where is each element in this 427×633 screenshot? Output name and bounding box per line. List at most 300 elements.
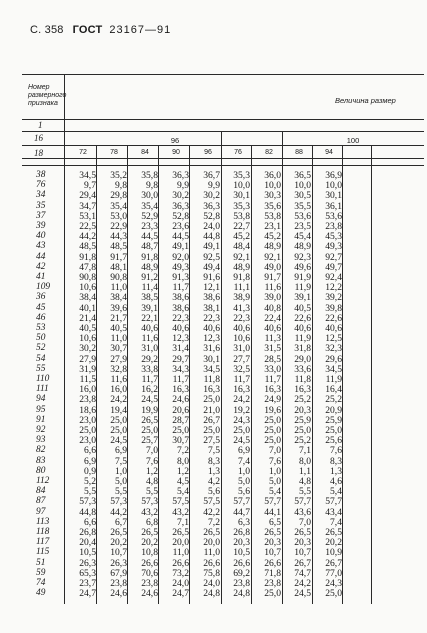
- table-cell: 53,8: [233, 210, 250, 222]
- table-cell: 1,0: [269, 465, 281, 477]
- table-cell: 30,7: [110, 343, 127, 355]
- table-cell: 91,6: [203, 272, 220, 283]
- table-cell: 24,6: [172, 394, 189, 406]
- table-cell: 44,3: [110, 231, 127, 243]
- table-cell: 25,0: [264, 425, 281, 436]
- table-cell: 11,6: [264, 282, 281, 294]
- table-cell: 44,8: [203, 231, 220, 243]
- table-cell: 91,9: [294, 272, 311, 283]
- row-number: 41: [36, 272, 46, 282]
- table-cell: 25,0: [325, 588, 342, 600]
- table-cell: 16,3: [264, 384, 281, 396]
- table-cell: 4,5: [177, 476, 189, 487]
- table-cell: 10,0: [325, 180, 342, 192]
- table-cell: 25,0: [203, 425, 220, 436]
- table-cell: 34,7: [79, 200, 96, 212]
- table-cell: 1,0: [238, 465, 250, 477]
- table-cell: 1,2: [177, 465, 189, 477]
- table-cell: 24,0: [172, 578, 189, 589]
- table-cell: 8,0: [177, 455, 189, 467]
- table-cell: 29,0: [294, 353, 311, 365]
- table-cell: 7,0: [146, 445, 158, 457]
- column-rule: [127, 145, 128, 604]
- table-cell: 34,5: [325, 363, 342, 375]
- table-cell: 38,4: [79, 292, 96, 304]
- table-cell: 38,4: [110, 292, 127, 304]
- table-cell: 45,3: [325, 231, 342, 243]
- table-cell: 5,4: [177, 486, 189, 498]
- table-cell: 43,6: [294, 506, 311, 518]
- table-cell: 67,9: [110, 567, 127, 579]
- table-cell: 16,3: [233, 384, 250, 396]
- column-rule: [96, 145, 97, 604]
- table-cell: 38,6: [203, 292, 220, 304]
- table-cell: 10,0: [294, 180, 311, 192]
- table-cell: 20,3: [294, 404, 311, 416]
- table-cell: 11,6: [141, 333, 158, 345]
- table-cell: 21,0: [203, 404, 220, 416]
- table-cell: 52,8: [172, 210, 189, 222]
- table-cell: 26,5: [110, 527, 127, 538]
- table-cell: 25,0: [141, 425, 158, 436]
- table-cell: 10,0: [233, 180, 250, 192]
- group-header-96: 96: [170, 136, 180, 145]
- table-cell: 25,2: [294, 435, 311, 447]
- table-cell: 57,5: [203, 496, 220, 508]
- table-cell: 44,5: [172, 231, 189, 243]
- table-cell: 31,0: [141, 343, 158, 355]
- column-header: 72: [79, 149, 87, 156]
- table-cell: 5,0: [115, 476, 127, 487]
- table-cell: 40,6: [233, 323, 250, 334]
- row-number: 35: [36, 200, 46, 211]
- table-cell: 31,5: [264, 343, 281, 355]
- table-cell: 5,5: [84, 486, 96, 498]
- corner-label: [28, 84, 66, 108]
- table-cell: 48,1: [110, 261, 127, 273]
- table-cell: 25,2: [294, 394, 311, 406]
- table-cell: 30,5: [294, 190, 311, 202]
- table-cell: 24,2: [294, 578, 311, 589]
- table-cell: 11,5: [79, 374, 96, 385]
- row-number: 83: [36, 455, 46, 466]
- table-cell: 49,3: [172, 261, 189, 273]
- table-cell: 92,3: [294, 251, 311, 263]
- table-cell: 12,5: [325, 333, 342, 345]
- table-cell: 25,0: [110, 414, 127, 426]
- table-cell: 9,7: [84, 180, 96, 192]
- table-cell: 20,3: [233, 537, 250, 549]
- row-number: 113: [36, 516, 50, 527]
- column-rule: [282, 131, 283, 604]
- table-cell: 27,9: [110, 353, 127, 365]
- table-cell: 4,8: [146, 476, 158, 487]
- table-cell: 24,7: [79, 588, 96, 600]
- table-cell: 40,6: [264, 323, 281, 334]
- table-cell: 5,5: [299, 486, 311, 498]
- table-cell: 32,8: [110, 363, 127, 375]
- table-cell: 7,4: [238, 455, 250, 467]
- row-number: 40: [36, 231, 46, 242]
- standard-label: ГОСТ: [72, 24, 103, 36]
- row-number: 84: [36, 486, 46, 497]
- table-cell: 19,4: [110, 404, 127, 416]
- table-cell: 40,1: [79, 302, 96, 314]
- table-cell: 7,4: [330, 516, 342, 528]
- table-cell: 36,7: [203, 170, 220, 181]
- table-cell: 26,5: [325, 527, 342, 538]
- table-cell: 11,0: [110, 282, 127, 294]
- table-cell: 25,7: [141, 435, 158, 447]
- table-cell: 40,5: [110, 323, 127, 334]
- row-number: 54: [36, 353, 46, 364]
- table-cell: 25,0: [233, 425, 250, 436]
- table-cell: 24,5: [233, 435, 250, 447]
- row-number: 80: [36, 465, 46, 476]
- table-cell: 10,6: [79, 282, 96, 294]
- table-cell: 4,8: [299, 476, 311, 487]
- table-cell: 22,3: [203, 312, 220, 324]
- table-cell: 26,5: [203, 527, 220, 538]
- table-cell: 23,0: [79, 435, 96, 447]
- table-cell: 1,2: [146, 465, 158, 477]
- table-cell: 92,1: [264, 251, 281, 263]
- table-cell: 39,2: [325, 292, 342, 304]
- row-number: 45: [36, 302, 46, 313]
- table-cell: 9,8: [146, 180, 158, 192]
- row-number: 42: [36, 261, 46, 272]
- table-cell: 48,5: [110, 241, 127, 253]
- row-number: 112: [36, 476, 50, 486]
- table-cell: 24,0: [203, 578, 220, 589]
- row-number: 87: [36, 496, 46, 507]
- table-cell: 34,5: [203, 363, 220, 375]
- row-number: 95: [36, 404, 46, 415]
- column-rule: [189, 145, 190, 604]
- column-rule: [342, 145, 343, 604]
- table-cell: 35,5: [294, 200, 311, 212]
- table-cell: 91,8: [141, 251, 158, 263]
- table-cell: 5,2: [84, 476, 96, 487]
- table-cell: 24,3: [233, 414, 250, 426]
- table-cell: 65,3: [79, 567, 96, 579]
- table-cell: 53,8: [264, 210, 281, 222]
- table-cell: 49,1: [203, 241, 220, 253]
- table-cell: 11,6: [110, 374, 127, 385]
- row-number: 118: [36, 527, 50, 537]
- table-cell: 43,4: [325, 506, 342, 518]
- table-cell: 49,7: [325, 261, 342, 273]
- table-cell: 7,5: [208, 445, 220, 457]
- table-cell: 10,7: [294, 547, 311, 559]
- table-cell: 91,8: [233, 272, 250, 283]
- table-cell: 48,4: [233, 241, 250, 253]
- table-cell: 10,5: [233, 547, 250, 559]
- table-cell: 11,0: [203, 547, 220, 559]
- table-cell: 26,6: [203, 557, 220, 569]
- table-cell: 32,3: [325, 343, 342, 355]
- table-cell: 40,5: [294, 302, 311, 314]
- table-cell: 16,3: [294, 384, 311, 396]
- table-cell: 11,9: [294, 333, 311, 345]
- table-cell: 74,7: [294, 567, 311, 579]
- table-cell: 6,3: [238, 516, 250, 528]
- table-cell: 23,3: [141, 221, 158, 232]
- table-cell: 7,0: [299, 516, 311, 528]
- table-cell: 10,6: [233, 333, 250, 345]
- table-cell: 38,6: [172, 292, 189, 304]
- table-cell: 30,2: [172, 190, 189, 202]
- table-cell: 16,4: [325, 384, 342, 396]
- table-cell: 39,6: [110, 302, 127, 314]
- table-cell: 26,5: [141, 414, 158, 426]
- table-cell: 11,9: [325, 374, 342, 385]
- table-cell: 48,5: [79, 241, 96, 253]
- row-number: 46: [36, 312, 46, 323]
- table-cell: 1,1: [299, 465, 311, 477]
- table-cell: 11,7: [172, 374, 189, 385]
- row-number: 115: [36, 547, 50, 558]
- table-cell: 26,5: [141, 527, 158, 538]
- table-cell: 29,4: [79, 190, 96, 202]
- table-cell: 92,4: [325, 272, 342, 283]
- table-cell: 39,1: [141, 302, 158, 314]
- table-cell: 57,7: [325, 496, 342, 508]
- table-cell: 23,1: [264, 221, 281, 232]
- table-cell: 11,7: [172, 282, 189, 294]
- table-cell: 40,6: [325, 323, 342, 334]
- table-cell: 18,6: [79, 404, 96, 416]
- table-cell: 16,3: [172, 384, 189, 396]
- table-cell: 11,7: [141, 374, 158, 385]
- table-cell: 43,2: [172, 506, 189, 518]
- table-cell: 44,7: [233, 506, 250, 518]
- table-cell: 92,1: [233, 251, 250, 263]
- row-number: 37: [36, 210, 46, 221]
- table-cell: 7,6: [269, 455, 281, 467]
- table-cell: 25,0: [110, 425, 127, 436]
- table-cell: 24,3: [325, 578, 342, 589]
- column-header: 88: [295, 149, 303, 156]
- table-cell: 53,6: [325, 210, 342, 222]
- table-cell: 57,5: [172, 496, 189, 508]
- table-caption: Величина размер: [335, 96, 396, 105]
- table-cell: 20,2: [110, 537, 127, 549]
- table-cell: 19,9: [141, 404, 158, 416]
- table-cell: 38,5: [141, 292, 158, 304]
- table-cell: 26,6: [264, 557, 281, 569]
- table-cell: 25,9: [294, 414, 311, 426]
- table-cell: 0,9: [84, 465, 96, 477]
- table-cell: 48,9: [294, 241, 311, 253]
- row-number: 92: [36, 425, 46, 435]
- table-cell: 75,8: [203, 567, 220, 579]
- row-label-1: 1: [38, 120, 43, 130]
- table-cell: 33,0: [264, 363, 281, 375]
- table-cell: 53,1: [79, 210, 96, 222]
- table-cell: 26,6: [233, 557, 250, 569]
- table-cell: 6,6: [84, 516, 96, 528]
- page-header: [30, 24, 171, 36]
- table-cell: 23,7: [79, 578, 96, 589]
- table-cell: 44,5: [141, 231, 158, 243]
- table-cell: 26,3: [79, 557, 96, 569]
- table-cell: 11,0: [172, 547, 189, 559]
- column-header: 82: [265, 149, 273, 156]
- table-cell: 16,2: [141, 384, 158, 396]
- table-cell: 21,4: [79, 312, 96, 324]
- table-cell: 40,6: [172, 323, 189, 334]
- table-cell: 33,8: [141, 363, 158, 375]
- table-cell: 20,4: [79, 537, 96, 549]
- table-cell: 23,8: [79, 394, 96, 406]
- table-cell: 22,9: [110, 221, 127, 232]
- table-cell: 31,4: [172, 343, 189, 355]
- table-cell: 31,8: [294, 343, 311, 355]
- table-cell: 91,2: [141, 272, 158, 283]
- table-cell: 40,6: [141, 323, 158, 334]
- table-cell: 5,4: [269, 486, 281, 498]
- table-cell: 34,3: [172, 363, 189, 375]
- table-cell: 29,2: [141, 353, 158, 365]
- row-number: 59: [36, 567, 46, 578]
- table-cell: 5,0: [269, 476, 281, 487]
- table-cell: 25,0: [264, 435, 281, 447]
- table-cell: 92,0: [172, 251, 189, 263]
- table-cell: 1,3: [330, 465, 342, 477]
- table-cell: 29,7: [172, 353, 189, 365]
- table-cell: 10,7: [110, 547, 127, 559]
- table-cell: 43,2: [141, 506, 158, 518]
- table-cell: 91,7: [110, 251, 127, 263]
- table-cell: 30,0: [141, 190, 158, 202]
- table-cell: 25,0: [79, 425, 96, 436]
- table-cell: 16,0: [110, 384, 127, 396]
- table-cell: 33,6: [294, 363, 311, 375]
- table-cell: 24,5: [141, 394, 158, 406]
- table-cell: 34,5: [79, 170, 96, 181]
- table-cell: 30,1: [233, 190, 250, 202]
- row-number: 74: [36, 578, 46, 588]
- table-cell: 69,2: [233, 567, 250, 579]
- table-cell: 26,6: [141, 557, 158, 569]
- table-cell: 36,3: [203, 200, 220, 212]
- table-cell: 24,8: [233, 588, 250, 600]
- table-cell: 25,6: [325, 435, 342, 447]
- table-cell: 30,3: [264, 190, 281, 202]
- table-cell: 35,3: [233, 170, 250, 181]
- table-cell: 47,8: [79, 261, 96, 273]
- table-cell: 45,2: [233, 231, 250, 243]
- table-cell: 40,6: [203, 323, 220, 334]
- table-cell: 11,0: [110, 333, 127, 345]
- column-header: 96: [204, 149, 212, 156]
- table-cell: 26,5: [172, 527, 189, 538]
- table-cell: 8,3: [330, 455, 342, 467]
- table-cell: 22,3: [233, 312, 250, 324]
- table-cell: 12,3: [172, 333, 189, 345]
- column-header: 90: [172, 149, 180, 156]
- table-cell: 26,5: [264, 527, 281, 538]
- table-cell: 29,6: [325, 353, 342, 365]
- table-cell: 7,2: [208, 516, 220, 528]
- table-cell: 6,8: [146, 516, 158, 528]
- table-cell: 25,0: [264, 414, 281, 426]
- table-cell: 7,0: [269, 445, 281, 457]
- corner-label-line-2: размерного: [28, 92, 67, 99]
- table-cell: 5,4: [330, 486, 342, 498]
- table-cell: 49,1: [172, 241, 189, 253]
- table-cell: 24,0: [203, 221, 220, 232]
- table-cell: 48,9: [141, 261, 158, 273]
- table-cell: 39,8: [325, 302, 342, 314]
- column-rule: [371, 145, 372, 604]
- table-cell: 40,6: [294, 323, 311, 334]
- table-cell: 25,0: [294, 425, 311, 436]
- table-cell: 48,7: [141, 241, 158, 253]
- column-rule: [251, 145, 252, 604]
- table-cell: 22,4: [264, 312, 281, 324]
- table-cell: 49,0: [264, 261, 281, 273]
- table-cell: 44,8: [79, 506, 96, 518]
- row-number: 39: [36, 221, 46, 231]
- row-number: 50: [36, 333, 46, 344]
- table-cell: 48,9: [233, 261, 250, 273]
- table-cell: 24,6: [110, 588, 127, 600]
- table-cell: 25,2: [325, 394, 342, 406]
- table-cell: 24,5: [294, 588, 311, 600]
- table-cell: 5,0: [238, 476, 250, 487]
- table-cell: 40,8: [264, 302, 281, 314]
- table-cell: 48,9: [264, 241, 281, 253]
- row-number: 36: [36, 292, 46, 303]
- table-cell: 1,0: [115, 465, 127, 477]
- table-cell: 92,5: [203, 251, 220, 263]
- table-cell: 27,9: [79, 353, 96, 365]
- table-cell: 5,6: [208, 486, 220, 498]
- table-cell: 9,8: [115, 180, 127, 192]
- table-cell: 92,7: [325, 251, 342, 263]
- table-cell: 44,1: [264, 506, 281, 518]
- table-cell: 35,4: [141, 200, 158, 212]
- table-cell: 23,8: [110, 578, 127, 589]
- table-cell: 23,8: [325, 221, 342, 232]
- table-cell: 5,6: [238, 486, 250, 498]
- table-cell: 23,0: [79, 414, 96, 426]
- table-cell: 31,6: [203, 343, 220, 355]
- table-cell: 22,6: [325, 312, 342, 324]
- row-label-18: 18: [34, 148, 43, 158]
- column-header: 78: [110, 149, 118, 156]
- table-cell: 1,3: [208, 465, 220, 477]
- row-number: 93: [36, 435, 46, 446]
- row-label-16: 16: [34, 133, 43, 143]
- table-cell: 31,0: [233, 343, 250, 355]
- table-cell: 70,6: [141, 567, 158, 579]
- corner-label-line-1: Номер: [28, 84, 50, 91]
- table-cell: 9,9: [177, 180, 189, 192]
- table-cell: 7,2: [177, 445, 189, 457]
- label-column-rule: [64, 74, 65, 604]
- column-rule: [221, 131, 222, 604]
- table-cell: 20,2: [325, 537, 342, 549]
- table-cell: 11,7: [264, 374, 281, 385]
- table-cell: 22,7: [233, 221, 250, 232]
- table-cell: 5,5: [115, 486, 127, 498]
- table-cell: 8,3: [208, 455, 220, 467]
- table-cell: 23,8: [141, 578, 158, 589]
- table-cell: 24,9: [264, 394, 281, 406]
